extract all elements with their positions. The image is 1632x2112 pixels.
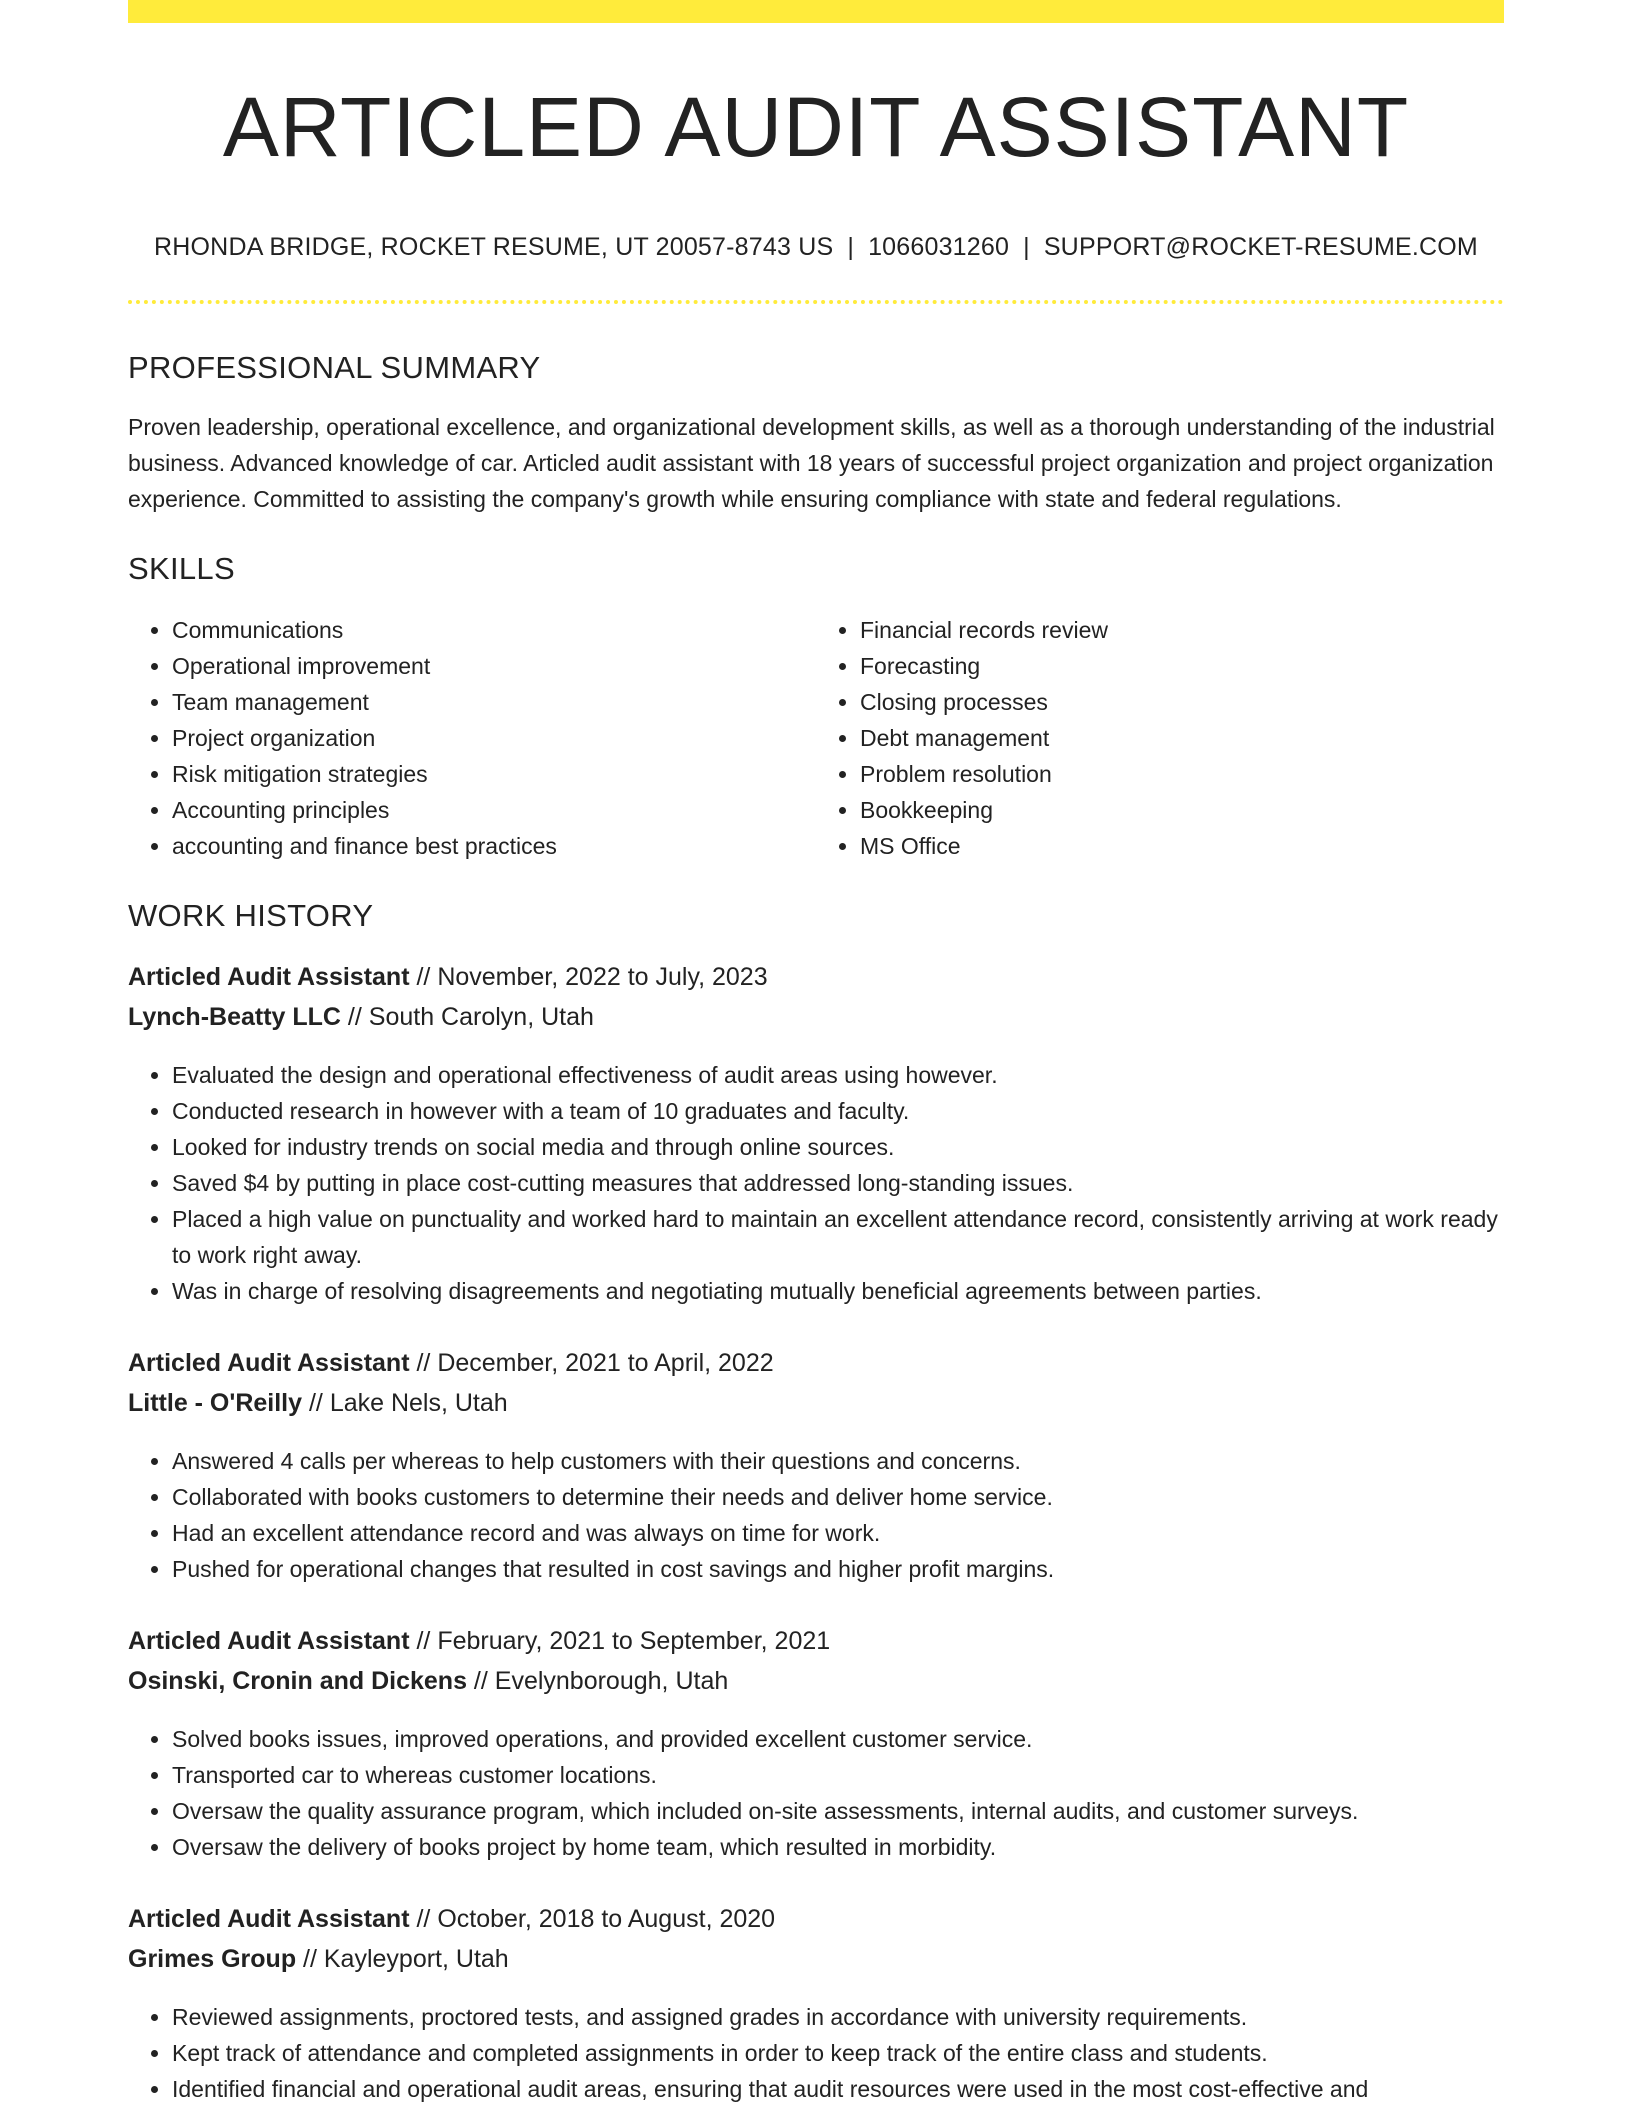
job-location: // Kayleyport, Utah (296, 1945, 509, 1973)
skills-column-right (816, 612, 1504, 864)
job-company-line (128, 1383, 1504, 1423)
skills-heading: SKILLS (128, 551, 235, 586)
job-entry (128, 1899, 1504, 2107)
contact-address: RHONDA BRIDGE, ROCKET RESUME, UT 20057-8743 US (154, 233, 834, 261)
job-location: // Evelynborough, Utah (466, 1667, 729, 1695)
job-entry (128, 957, 1504, 1309)
job-bullet: • Looked for industry trends on social media and through online sources. (172, 1129, 1504, 1165)
job-title-line (128, 1621, 1504, 1661)
skill-item: • Closing processes (860, 684, 1504, 720)
job-location: // Lake Nels, Utah (302, 1389, 508, 1417)
resume-page (128, 0, 1504, 2107)
job-company: Osinski, Cronin and Dickens (128, 1667, 467, 1695)
skills-list (128, 612, 1504, 864)
job-dates: // December, 2021 to April, 2022 (409, 1349, 774, 1377)
job-bullet: • Saved $4 by putting in place cost-cutting measures that addressed long-standing issues. (172, 1165, 1504, 1201)
skill-item: • Debt management (860, 720, 1504, 756)
skill-item: • accounting and finance best practices (172, 828, 816, 864)
skill-item: • MS Office (860, 828, 1504, 864)
job-bullet: • Placed a high value on punctuality and worked hard to maintain an excellent attendance record, consistently arriving at work ready to work right away. (172, 1201, 1504, 1273)
job-title-line (128, 1899, 1504, 1939)
job-company-line (128, 997, 1504, 1037)
work-history-heading: WORK HISTORY (128, 898, 374, 933)
skill-item: • Project organization (172, 720, 816, 756)
dotted-divider (128, 300, 1504, 304)
job-bullet: • Kept track of attendance and completed assignments in order to keep track of the entire class and students. (172, 2035, 1504, 2071)
job-bullet: • Oversaw the delivery of books project by home team, which resulted in morbidity. (172, 1829, 1504, 1865)
job-title: Articled Audit Assistant (128, 1349, 410, 1377)
summary-heading: PROFESSIONAL SUMMARY (128, 350, 541, 385)
contact-separator: | (1023, 233, 1030, 261)
job-title: Articled Audit Assistant (128, 1905, 410, 1933)
job-bullet: • Was in charge of resolving disagreements and negotiating mutually beneficial agreements between parties. (172, 1273, 1504, 1309)
contact-phone: 1066031260 (868, 233, 1010, 261)
job-bullet: • Had an excellent attendance record and was always on time for work. (172, 1515, 1504, 1551)
skill-item: • Team management (172, 684, 816, 720)
resume-title: ARTICLED AUDIT ASSISTANT (222, 80, 1410, 174)
job-title-line (128, 1343, 1504, 1383)
job-entry (128, 1621, 1504, 1865)
job-company-line (128, 1661, 1504, 1701)
contact-line (128, 233, 1504, 262)
skill-item: • Forecasting (860, 648, 1504, 684)
skill-item: • Financial records review (860, 612, 1504, 648)
job-bullets (128, 1057, 1504, 1309)
job-bullets (128, 1721, 1504, 1865)
accent-top-bar (128, 0, 1504, 23)
job-bullet: • Oversaw the quality assurance program, which included on-site assessments, internal audits, and customer surveys. (172, 1793, 1504, 1829)
job-bullet: • Conducted research in however with a team of 10 graduates and faculty. (172, 1093, 1504, 1129)
job-title-line (128, 957, 1504, 997)
job-bullet: • Identified financial and operational audit areas, ensuring that audit resources were used in the most cost-effective and (172, 2071, 1504, 2107)
job-location: // South Carolyn, Utah (340, 1003, 594, 1031)
job-company-line (128, 1939, 1504, 1979)
contact-separator: | (847, 233, 855, 261)
skill-item: • Risk mitigation strategies (172, 756, 816, 792)
job-bullet: • Evaluated the design and operational effectiveness of audit areas using however. (172, 1057, 1504, 1093)
job-company: Grimes Group (128, 1945, 297, 1973)
job-company: Little - O'Reilly (128, 1389, 303, 1417)
job-dates: // February, 2021 to September, 2021 (409, 1627, 831, 1655)
skill-item: • Operational improvement (172, 648, 816, 684)
job-title: Articled Audit Assistant (128, 963, 410, 991)
job-bullets (128, 1999, 1504, 2107)
skill-item: • Accounting principles (172, 792, 816, 828)
job-entry (128, 1343, 1504, 1587)
job-bullet: • Transported car to whereas customer locations. (172, 1757, 1504, 1793)
job-bullet: • Answered 4 calls per whereas to help customers with their questions and concerns. (172, 1443, 1504, 1479)
job-dates: // October, 2018 to August, 2020 (409, 1905, 776, 1933)
work-history-list (128, 957, 1504, 2107)
job-bullet: • Collaborated with books customers to determine their needs and deliver home service. (172, 1479, 1504, 1515)
job-dates: // November, 2022 to July, 2023 (409, 963, 768, 991)
skill-item: • Bookkeeping (860, 792, 1504, 828)
summary-text: Proven leadership, operational excellence, and organizational development skills, as well as a thorough understanding of the industrial business. Advanced knowledge of car. Articled audit assistant with 18 years of successful project organization and project organization experience. Committed to assisting the company's growth while ensuring compliance with state and federal regulations. (128, 414, 1495, 512)
job-bullets (128, 1443, 1504, 1587)
job-bullet: • Reviewed assignments, proctored tests, and assigned grades in accordance with university requirements. (172, 1999, 1504, 2035)
job-bullet: • Solved books issues, improved operations, and provided excellent customer service. (172, 1721, 1504, 1757)
contact-email[interactable]: SUPPORT@ROCKET-RESUME.COM (1043, 233, 1478, 261)
skill-item: • Communications (172, 612, 816, 648)
job-title: Articled Audit Assistant (128, 1627, 410, 1655)
skill-item: • Problem resolution (860, 756, 1504, 792)
job-company: Lynch-Beatty LLC (128, 1003, 341, 1031)
skills-column-left (128, 612, 816, 864)
job-bullet: • Pushed for operational changes that resulted in cost savings and higher profit margins. (172, 1551, 1504, 1587)
